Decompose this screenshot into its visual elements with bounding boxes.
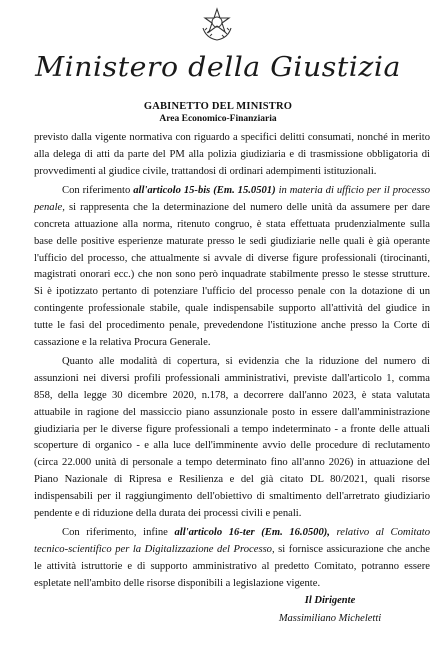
office-header	[0, 101, 436, 125]
letter-body	[34, 130, 430, 593]
paragraph-3: Quanto alle modalità di copertura, si evidenzia che la riduzione del numero di assunzioni nei diversi profili professionali amministrativi, previste dall'articolo 1, comma 858, della legge 30 dicembre 2020, n.178, a decorrere dall'anno 2023, è stata valutata attuabile in ragione del massiccio piano assunzionale posto in essere dall'amministrazione giudiziaria per le diverse figure professionali a tempo indeterminato - a fronte delle attuali scoperture di organico - e alla luce dell'imminente avvio delle procedure di reclutamento (circa 22.000 unità di personale a tempo determinato fino all'anno 2026) in attuazione del Piano Nazionale di Ripresa e Resilienza e del già citato DL 80/2021, quali risorse indispensabili per il raggiungimento dell'obiettivo di smaltimento dell'arretrato giudiziario pendente e di riduzione della durata dei processi civili e penali.	[34, 356, 430, 519]
article-15-bis-subject: in materia di ufficio per il processo penale,	[34, 185, 430, 214]
paragraph-2-lead: Con riferimento	[62, 185, 134, 197]
office-area: Area Economico-Finanziaria	[159, 114, 277, 124]
paragraph-2	[34, 183, 430, 351]
paragraph-1: previsto dalla vigente normativa con riguardo a specifici delitti consumati, nonché in merito alla delega di atti da parte del PM alla polizia giudiziaria e di trasmissione obbligatoria di provvedimenti al giudice civile, trattandosi di ordinari adempimenti istituzionali.	[34, 132, 430, 177]
paragraph-4-lead: Con riferimento, infine	[62, 527, 175, 539]
signatory-name: Massimiliano Micheletti	[278, 613, 382, 624]
paragraph-4-text: si fornisce assicurazione che anche le attività istruttorie e di supporto amministrativo al predetto Comitato, potranno essere espletate nell'ambito delle risorse disponibili a legislazione vigente.	[34, 544, 431, 589]
republic-emblem-icon	[200, 6, 234, 42]
article-15-bis-ref: all'articolo 15-bis (Em. 15.0501)	[133, 185, 276, 197]
ministry-name: Ministero della Giustizia	[35, 52, 401, 83]
office-title: GABINETTO DEL MINISTRO	[143, 101, 293, 112]
signature-block	[250, 592, 410, 628]
paragraph-4	[34, 525, 430, 592]
article-16-ter-subject: relativo al Comitato tecnico-scientifico per la Digitalizzazione del Processo,	[34, 527, 430, 556]
article-16-ter-ref: all'articolo 16-ter (Em. 16.0500),	[174, 527, 330, 539]
signatory-role: Il Dirigente	[304, 595, 356, 606]
paragraph-2-text: si rappresenta che la determinazione del numero delle unità da assumere per dare concreta attuazione alla norma, ritenuto congruo, è stata effettuata prudenzialmente sulla base delle positive esperienze maturate presso le sedi giudiziarie nelle quali è già operante l'ufficio del processo, che attualmente si avvale di diverse figure professionali (tirocinanti, magistrati onorari ecc.) che non sono però inquadrate stabilmente presso le stesse strutture. Si è ipotizzato pertanto di potenziare l'ufficio del processo penale con la dotazione di un contingente professionale stabile, quale indispensabile supporto all'attività del giudice in tutte le fasi del procedimento penale, prevedendone l'istituzione anche presso la Corte di cassazione e la relativa Procura Generale.	[34, 202, 430, 348]
